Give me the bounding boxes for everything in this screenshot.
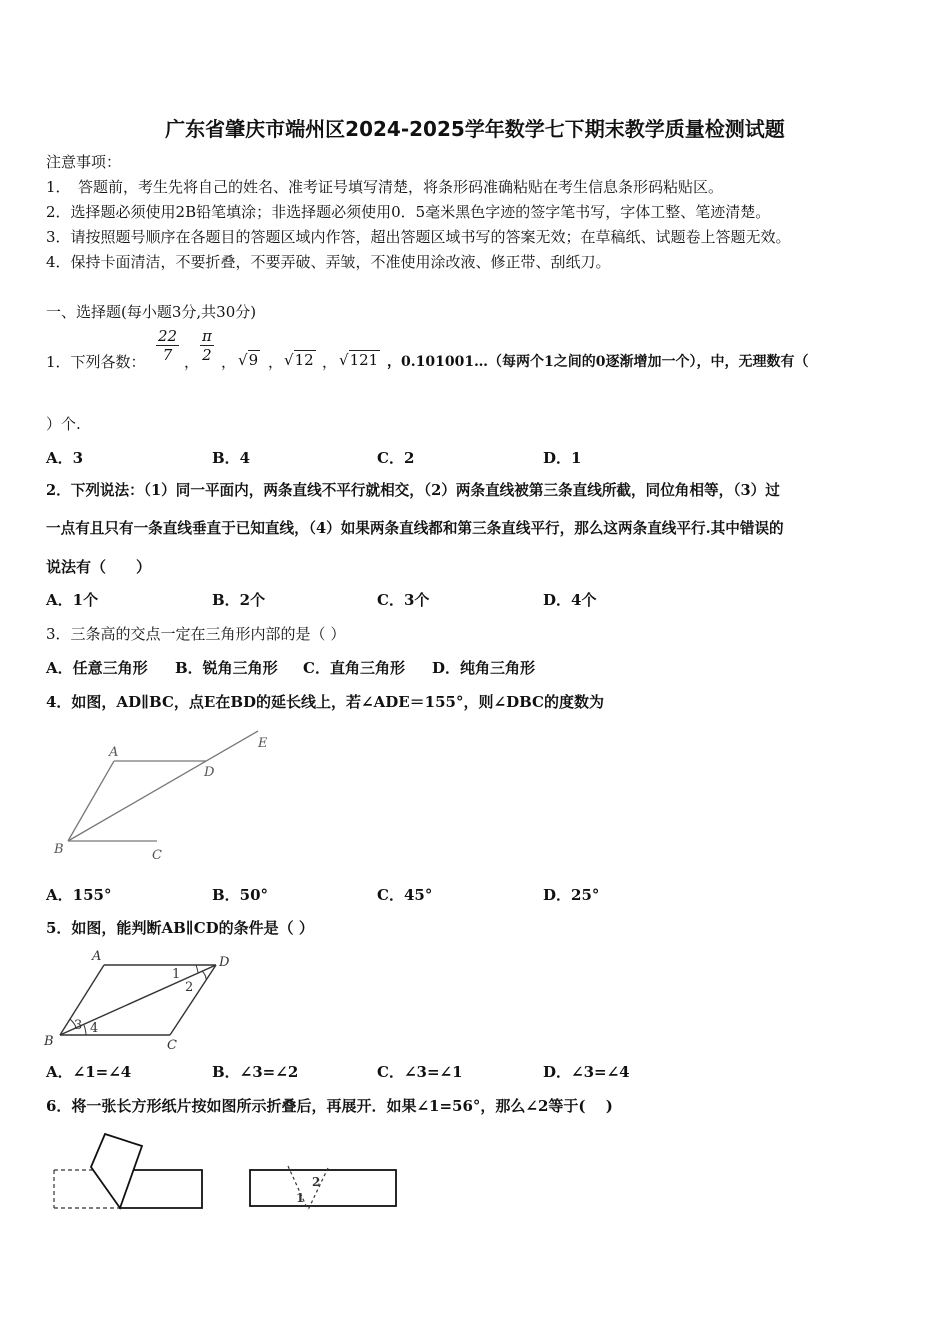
q2-option-d[interactable]: D．4个 xyxy=(543,591,597,609)
sqrt-icon: √ xyxy=(284,351,294,369)
page-title: 广东省肇庆市端州区2024-2025学年数学七下期末教学质量检测试题 xyxy=(165,117,785,141)
separator: ， xyxy=(184,353,200,371)
q1-sqrt-9 xyxy=(238,350,260,370)
q5-stem: 5．如图，能判断AB∥CD的条件是（ ） xyxy=(46,919,314,937)
q1-option-a[interactable]: A．3 xyxy=(46,449,84,467)
q4-option-a[interactable]: A．155° xyxy=(46,886,112,904)
q3-option-a[interactable]: A．任意三角形 xyxy=(46,659,148,677)
q1-fraction-22-7 xyxy=(156,327,179,364)
fraction-numerator: π xyxy=(202,327,212,345)
notice-item: 1． 答题前，考生先将自己的姓名、准考证号填写清楚，将条形码准确粘贴在考生信息条形码粘贴区。 xyxy=(46,178,724,196)
q4-option-d[interactable]: D．25° xyxy=(543,886,600,904)
label-c: C xyxy=(152,848,162,863)
label-c: C xyxy=(167,1038,177,1053)
separator: ， xyxy=(322,353,338,371)
segment-ab xyxy=(68,761,114,841)
angle-arc-4 xyxy=(84,1025,86,1035)
ray-bde xyxy=(68,731,258,841)
q1-option-b[interactable]: B．4 xyxy=(212,449,251,467)
fraction-numerator: 22 xyxy=(158,327,178,345)
q5-option-a[interactable]: A．∠1=∠4 xyxy=(46,1063,132,1081)
q1-sqrt-121 xyxy=(339,350,380,370)
q4-option-c[interactable]: C．45° xyxy=(377,886,433,904)
label-b: B xyxy=(44,1034,54,1049)
unfolded-strip xyxy=(250,1170,396,1206)
label-d: D xyxy=(204,765,215,780)
q5-option-d[interactable]: D．∠3=∠4 xyxy=(543,1063,630,1081)
q2-line: 说法有（ ） xyxy=(46,558,152,576)
notice-heading: 注意事项： xyxy=(46,153,122,171)
notice-item: 2．选择题必须使用2B铅笔填涂；非选择题必须使用0．5毫米黑色字迹的签字笔书写，字体工整、笔迹清楚。 xyxy=(46,203,771,221)
q5-option-c[interactable]: C．∠3=∠1 xyxy=(377,1063,463,1081)
notice-item: 4．保持卡面清洁，不要折叠，不要弄破、弄皱，不准使用涂改液、修正带、刮纸刀。 xyxy=(46,253,611,271)
q1-sqrt-12 xyxy=(284,350,316,370)
q1-fraction-pi-2 xyxy=(200,327,214,364)
angle-label-1: 1 xyxy=(296,1191,305,1205)
angle-label-2: 2 xyxy=(185,980,194,995)
angle-label-4: 4 xyxy=(90,1021,99,1036)
q3-option-b[interactable]: B．锐角三角形 xyxy=(175,659,278,677)
label-a: A xyxy=(92,949,102,964)
q2-option-c[interactable]: C．3个 xyxy=(377,591,430,609)
sqrt-icon: √ xyxy=(238,351,248,369)
label-e: E xyxy=(258,736,268,751)
q3-stem: 3．三条高的交点一定在三角形内部的是（ ） xyxy=(46,625,346,643)
q2-line: 2．下列说法：（1）同一平面内，两条直线不平行就相交，（2）两条直线被第三条直线所截，同位角相等，（3）过 xyxy=(46,482,780,499)
q6-figure xyxy=(50,1130,410,1215)
radicand: 12 xyxy=(294,351,314,369)
radicand: 121 xyxy=(349,351,379,369)
q1-tail: ，0.101001…（每两个1之间的0逐渐增加一个），中，无理数有（ xyxy=(387,354,809,370)
q3-option-c[interactable]: C．直角三角形 xyxy=(303,659,405,677)
q5-figure xyxy=(40,945,245,1053)
q1-prefix: 1．下列各数： xyxy=(46,353,146,371)
label-b: B xyxy=(54,842,64,857)
label-a: A xyxy=(109,745,119,760)
fraction-denominator: 7 xyxy=(162,346,173,364)
q2-option-a[interactable]: A．1个 xyxy=(46,591,99,609)
angle-label-2: 2 xyxy=(312,1175,321,1189)
q2-option-b[interactable]: B．2个 xyxy=(212,591,266,609)
q4-stem: 4．如图，AD∥BC，点E在BD的延长线上，若∠ADE＝155°，则∠DBC的度数为 xyxy=(46,693,604,711)
angle-arc-1 xyxy=(196,965,198,973)
angle-label-1: 1 xyxy=(172,967,181,982)
q3-option-d[interactable]: D．纯角三角形 xyxy=(432,659,536,677)
angle-label-3: 3 xyxy=(74,1018,83,1033)
q4-option-b[interactable]: B．50° xyxy=(212,886,269,904)
angle-arc-2 xyxy=(202,971,206,979)
notice-item: 3．请按照题号顺序在各题目的答题区域内作答，超出答题区域书写的答案无效；在草稿纸、试题卷上答题无效。 xyxy=(46,228,791,246)
q1-option-c[interactable]: C．2 xyxy=(377,449,415,467)
folded-flap xyxy=(91,1134,142,1208)
q5-option-b[interactable]: B．∠3=∠2 xyxy=(212,1063,299,1081)
fraction-denominator: 2 xyxy=(202,346,212,364)
sqrt-icon: √ xyxy=(339,351,349,369)
q6-stem: 6．将一张长方形纸片按如图所示折叠后，再展开．如果∠1=56°，那么∠2等于( ) xyxy=(46,1097,613,1115)
separator: ， xyxy=(221,353,237,371)
q2-line: 一点有且只有一条直线垂直于已知直线，（4）如果两条直线都和第三条直线平行，那么这两条直线平行.其中错误的 xyxy=(46,520,784,537)
section-heading: 一、选择题(每小题3分,共30分) xyxy=(46,303,257,321)
q1-option-d[interactable]: D．1 xyxy=(543,449,582,467)
separator: ， xyxy=(268,353,284,371)
q4-figure xyxy=(46,722,286,867)
radicand: 9 xyxy=(248,351,259,369)
q1-continuation: ）个. xyxy=(46,415,81,433)
label-d: D xyxy=(219,955,230,970)
